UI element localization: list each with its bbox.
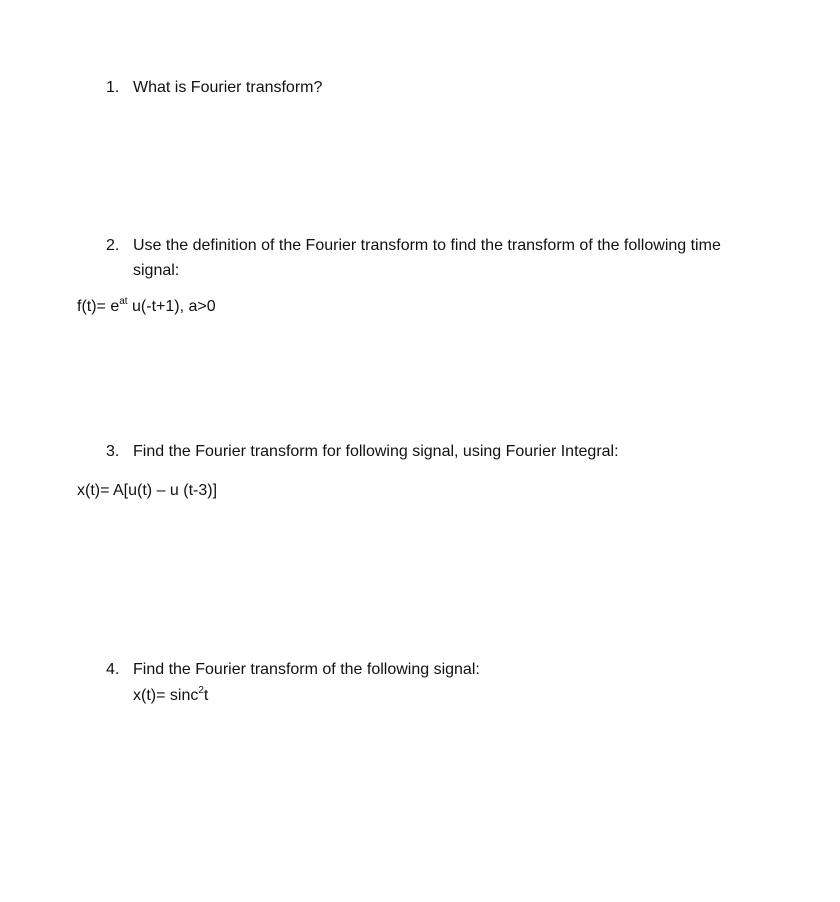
equation-q4-exponent: 2: [198, 684, 204, 696]
question-3-number: 3.: [106, 443, 120, 460]
equation-q2-exponent: at: [119, 295, 128, 307]
question-1-text: What is Fourier transform?: [133, 79, 323, 96]
question-4-text: Find the Fourier transform of the following signal:: [133, 661, 480, 678]
equation-q3: x(t)= A[u(t) – u (t-3)]: [77, 482, 218, 499]
equation-q2: [77, 295, 216, 319]
equation-q2-rhs: u(-t+1), a>0: [127, 298, 216, 315]
equation-q4: [133, 684, 208, 708]
question-3-text: Find the Fourier transform for following signal, using Fourier Integral:: [133, 443, 619, 460]
equation-q4-lhs: x(t)= sinc: [133, 687, 199, 704]
question-4-number: 4.: [106, 661, 120, 678]
question-2-text-line-1: Use the definition of the Fourier transform to find the transform of the following time: [133, 237, 721, 254]
question-2-text-line-2: signal:: [133, 262, 180, 279]
question-1-number: 1.: [106, 79, 120, 96]
equation-q2-lhs: f(t)= e: [77, 298, 120, 315]
question-2-number: 2.: [106, 237, 120, 254]
equation-q4-rhs: t: [203, 687, 209, 704]
